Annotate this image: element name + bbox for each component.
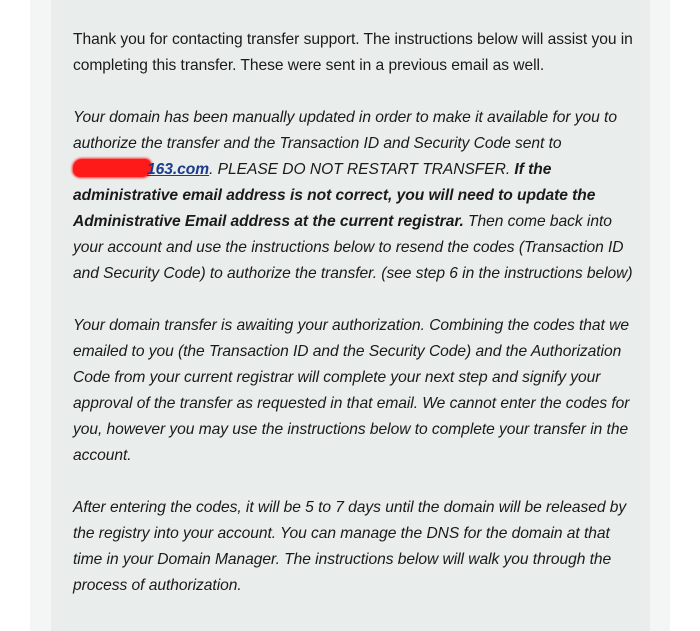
email-body [73,27,633,625]
resend-instructions-text: Then come back into your account and use the instructions below to resend the codes (Transaction ID and Security Code) to authorize the transfer. (see step 6 in the instructions below) [73,213,633,282]
restart-warning-text: . PLEASE DO NOT RESTART TRANSFER. [209,161,515,178]
admin-email-link[interactable] [73,161,209,178]
admin-email-warning: If the administrative email address is not correct, you will need to update the Administrative Email address at the current registrar. [73,161,596,230]
domain-update-paragraph [73,105,633,287]
redaction-mark [73,159,151,177]
admin-email-link-text: 163.com [147,161,210,178]
release-paragraph: After entering the codes, it will be 5 to 7 days until the domain will be released by the registry into your account. You can manage the DNS for the domain at that time in your Domain Manager. The instructions below will walk you through the process of authorization. [73,499,627,594]
authorization-paragraph: Your domain transfer is awaiting your authorization. Combining the codes that we emailed to you (the Transaction ID and the Security Code) and the Authorization Code from your current registrar will complete your next step and signify your approval of the transfer as requested in that email. We cannot enter the codes for you, however you may use the instructions below to complete your transfer in the account. [73,317,630,464]
domain-update-text: Your domain has been manually updated in order to make it available for you to authorize the transfer and the Transaction ID and Security Code sent to [73,109,617,152]
intro-paragraph: Thank you for contacting transfer support. The instructions below will assist you in completing this transfer. These were sent in a previous email as well. [73,31,633,74]
